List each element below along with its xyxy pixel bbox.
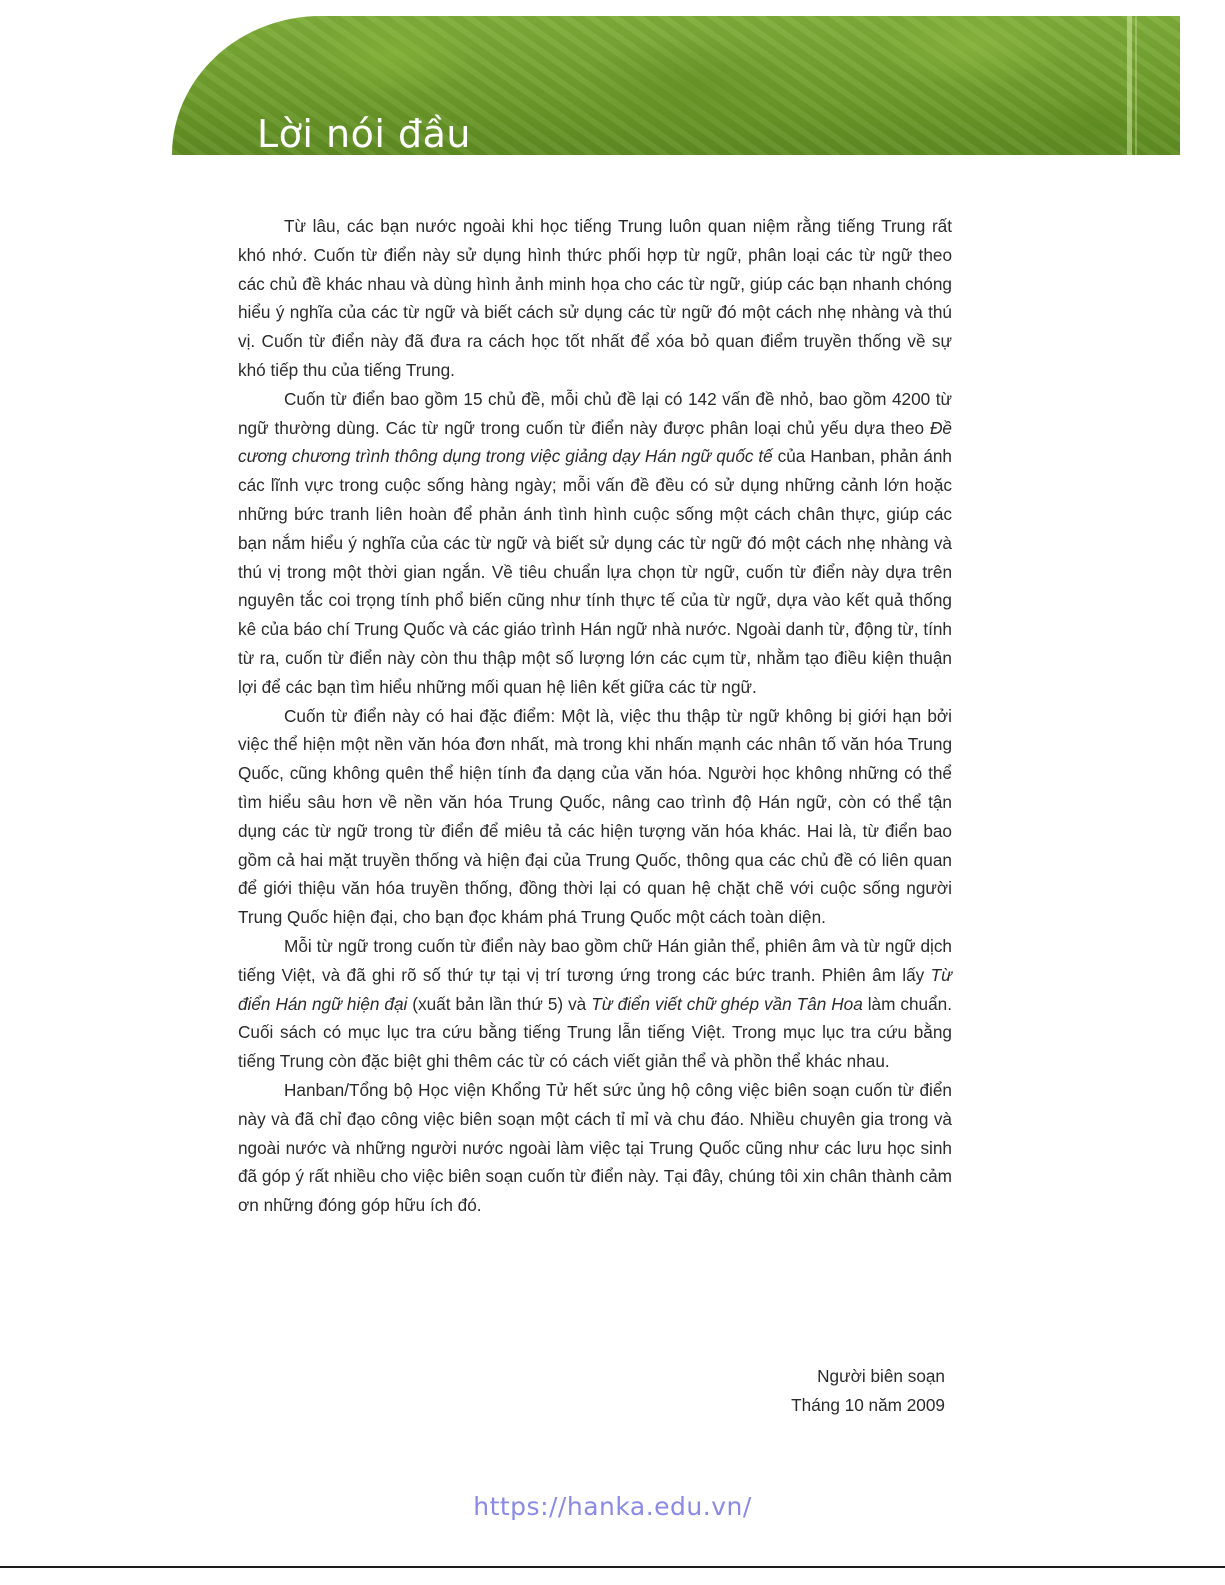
paragraph xyxy=(238,932,952,1076)
paragraph-text: Hanban/Tổng bộ Học viện Khổng Tử hết sức ủng hộ công việc biên soạn cuốn từ điển này và đã chỉ đạo công việc biên soạn một cách tỉ mỉ và chu đáo. Nhiều chuyên gia trong và ngoài nước và những người nước ngoài làm việc tại Trung Quốc cũng như các lưu học sinh đã góp ý rất nhiều cho việc biên soạn cuốn từ điển này. Tại đây, chúng tôi xin chân thành cảm ơn những đóng góp hữu ích đó. xyxy=(238,1079,952,1216)
paragraph-text: làm chuẩn. Cuối sách có mục lục tra cứu bằng tiếng Trung lẫn tiếng Việt. Trong mục lục tra cứu bằng tiếng Trung còn đặc biệt ghi thêm các từ có cách viết giản thể và phồn thể khác nhau. xyxy=(238,993,952,1072)
italic-title-text: Từ điển Hán ngữ hiện đại xyxy=(238,964,952,1014)
paragraph xyxy=(238,385,952,702)
paragraph-text: Từ lâu, các bạn nước ngoài khi học tiếng Trung luôn quan niệm rằng tiếng Trung rất khó nhớ. Cuốn từ điển này sử dụng hình thức phối hợp từ ngữ, phân loại các từ ngữ theo các chủ đề khác nhau và dùng hình ảnh minh họa cho các từ ngữ, giúp các bạn nhanh chóng hiểu ý nghĩa của các từ ngữ và biết cách sử dụng các từ ngữ đó một cách nhẹ nhàng và thú vị. Cuốn từ điển này đã đưa ra cách học tốt nhất để xóa bỏ quan điểm truyền thống về sự khó tiếp thu của tiếng Trung. xyxy=(238,216,952,380)
paragraph-text: Cuốn từ điển này có hai đặc điểm: Một là, việc thu thập từ ngữ không bị giới hạn bởi việc thể hiện một nền văn hóa đơn nhất, mà trong khi nhấn mạnh các nhân tố văn hóa Trung Quốc, cũng không quên thể hiện tính đa dạng của văn hóa. Người học không những có thể tìm hiểu sâu hơn về nền văn hóa Trung Quốc, nâng cao trình độ Hán ngữ, còn có thể tận dụng các từ ngữ trong từ điển để miêu tả các hiện tượng văn hóa khác. Hai là, từ điển bao gồm cả hai mặt truyền thống và hiện đại của Trung Quốc, thông qua các chủ đề có liên quan để giới thiệu văn hóa truyền thống, đồng thời lại có quan hệ chặt chẽ với cuộc sống người Trung Quốc hiện đại, cho bạn đọc khám phá Trung Quốc một cách toàn diện. xyxy=(238,705,952,928)
banner-stripe-thin xyxy=(1135,16,1137,155)
signature-author: Người biên soạn xyxy=(817,1366,945,1386)
italic-title-text: Từ điển viết chữ ghép vần Tân Hoa xyxy=(591,993,863,1014)
preface-body xyxy=(238,212,952,1220)
paragraph xyxy=(238,1076,952,1220)
bottom-divider xyxy=(0,1566,1225,1568)
paragraph xyxy=(238,702,952,932)
paragraph-text: Cuốn từ điển bao gồm 15 chủ đề, mỗi chủ đề lại có 142 vấn đề nhỏ, bao gồm 4200 từ ngữ thường dùng. Các từ ngữ trong cuốn từ điển này được phân loại chủ yếu dựa theo xyxy=(238,388,952,438)
paragraph-text: Mỗi từ ngữ trong cuốn từ điển này bao gồm chữ Hán giản thể, phiên âm và từ ngữ dịch tiếng Việt, và đã ghi rõ số thứ tự tại vị trí tương ứng trong các bức tranh. Phiên âm lấy xyxy=(238,935,952,985)
signature-block xyxy=(791,1362,945,1419)
page-title: Lời nói đầu xyxy=(257,112,472,155)
signature-date: Tháng 10 năm 2009 xyxy=(791,1394,945,1415)
footer-url[interactable]: https://hanka.edu.vn/ xyxy=(473,1492,752,1521)
banner-stripe xyxy=(1127,16,1132,155)
header-banner xyxy=(172,16,1180,155)
paragraph xyxy=(238,212,952,385)
paragraph-text: (xuất bản lần thứ 5) và xyxy=(407,993,592,1014)
paragraph-text: của Hanban, phản ánh các lĩnh vực trong cuộc sống hàng ngày; mỗi vấn đề đều có sử dụng những cảnh lớn hoặc những bức tranh liên hoàn để phản ánh tình hình cuộc sống một cách chân thực, giúp các bạn nắm hiểu ý nghĩa của các từ ngữ và biết sử dụng các từ ngữ đó một cách nhẹ nhàng và thú vị trong một thời gian ngắn. Về tiêu chuẩn lựa chọn từ ngữ, cuốn từ điển này dựa trên nguyên tắc coi trọng tính phổ biến cũng như tính thực tế của từ ngữ, dựa vào kết quả thống kê của báo chí Trung Quốc và các giáo trình Hán ngữ nhà nước. Ngoài danh từ, động từ, tính từ ra, cuốn từ điển này còn thu thập một số lượng lớn các cụm từ, nhằm tạo điều kiện thuận lợi để các bạn tìm hiểu những mối quan hệ liên kết giữa các từ ngữ. xyxy=(238,446,952,697)
italic-title-text: Đề cương chương trình thông dụng trong việc giảng dạy Hán ngữ quốc tế xyxy=(238,417,952,467)
